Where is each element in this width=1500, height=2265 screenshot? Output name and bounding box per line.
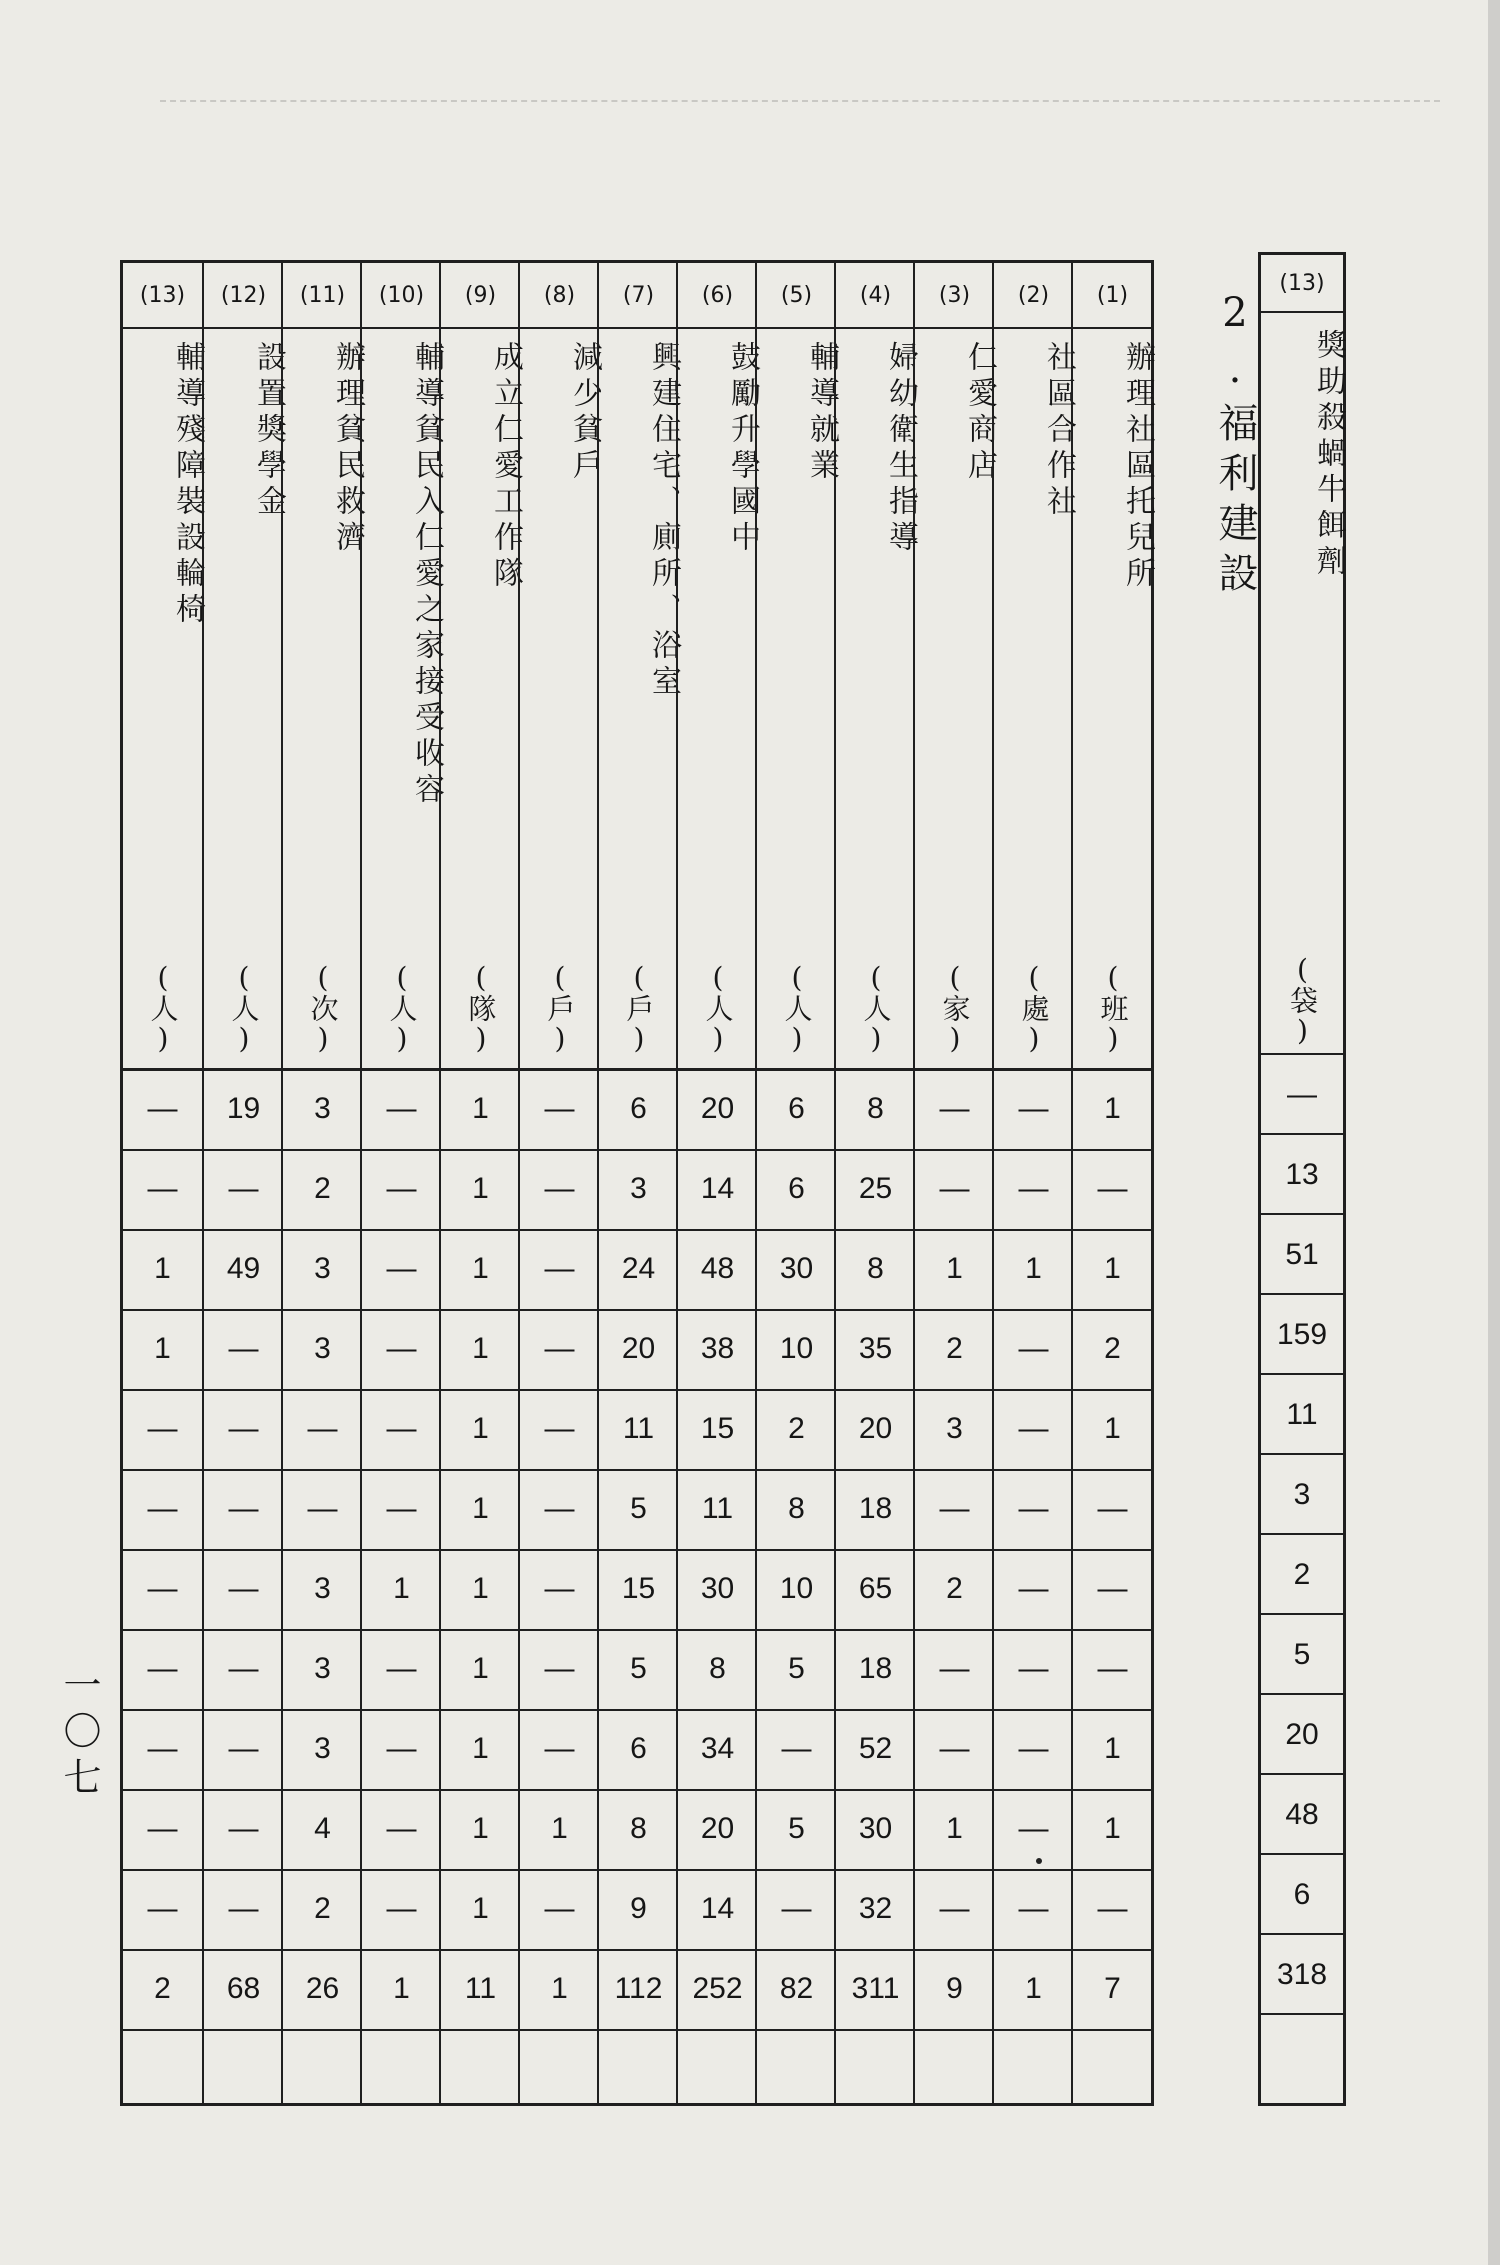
table-cell: 5	[630, 1492, 647, 1525]
table-cell: —	[386, 1412, 417, 1445]
table-cell: —	[939, 1652, 970, 1685]
table-cell: 2	[314, 1892, 331, 1925]
column-number: (9)	[441, 263, 520, 329]
column-unit: (人)	[146, 961, 180, 1055]
column-header: 獎助殺蝸牛餌劑	[1311, 329, 1346, 581]
table-cell: 52	[858, 1732, 893, 1765]
table-cell: 15	[621, 1572, 656, 1605]
table-cell: —	[386, 1092, 417, 1125]
total-cell: 82	[779, 1972, 814, 2005]
column-unit: (人)	[385, 961, 419, 1055]
table-cell: 20	[700, 1812, 735, 1845]
table-cell: 4	[314, 1812, 331, 1845]
column-unit: (戶)	[543, 961, 577, 1055]
table-cell: 3	[314, 1332, 331, 1365]
table-cell: —	[1018, 1812, 1049, 1845]
table-cell: 1	[1104, 1812, 1121, 1845]
table-cell: 5	[788, 1652, 805, 1685]
table-column	[1261, 255, 1346, 2103]
table-column	[518, 263, 602, 2103]
table-cell: 24	[621, 1252, 656, 1285]
table-cell: 3	[314, 1732, 331, 1765]
row-divider	[1261, 1853, 1343, 1855]
table-cell: 1	[393, 1572, 410, 1605]
table-cell: 8	[867, 1252, 884, 1285]
table-cell: 51	[1285, 1238, 1319, 1271]
table-column	[123, 263, 205, 2103]
table-cell: 8	[788, 1492, 805, 1525]
table-cell: —	[386, 1492, 417, 1525]
table-cell: —	[147, 1572, 178, 1605]
column-unit: (次)	[306, 961, 340, 1055]
faint-rule	[160, 100, 1440, 102]
table-cell: 30	[779, 1252, 814, 1285]
table-cell: 6	[630, 1092, 647, 1125]
table-cell: 1	[1025, 1252, 1042, 1285]
table-cell: —	[147, 1892, 178, 1925]
table-cell: 3	[314, 1092, 331, 1125]
table-cell: 34	[700, 1732, 735, 1765]
table-cell: 35	[858, 1332, 893, 1365]
table-cell: —	[228, 1732, 259, 1765]
table-cell: 6	[788, 1092, 805, 1125]
row-divider	[1261, 1213, 1343, 1215]
table-cell: —	[939, 1172, 970, 1205]
table-cell: 3	[630, 1172, 647, 1205]
column-number: (12)	[204, 263, 283, 329]
table-cell: 1	[472, 1492, 489, 1525]
table-cell: 2	[1104, 1332, 1121, 1365]
total-cell: 311	[851, 1972, 900, 2005]
table-cell: 3	[314, 1252, 331, 1285]
table-cell: 3	[1293, 1478, 1311, 1511]
table-cell: —	[1018, 1172, 1049, 1205]
table-cell: 9	[630, 1892, 647, 1925]
row-divider	[123, 1629, 1151, 1631]
table-cell: 20	[700, 1092, 735, 1125]
table-cell: 14	[700, 1892, 735, 1925]
table-cell: 30	[700, 1572, 735, 1605]
table-cell: 10	[779, 1572, 814, 1605]
table-cell: —	[939, 1092, 970, 1125]
table-cell: —	[386, 1892, 417, 1925]
table-cell: 15	[700, 1412, 735, 1445]
table-cell: —	[147, 1492, 178, 1525]
table-cell: 8	[867, 1092, 884, 1125]
table-column	[202, 263, 286, 2103]
table-cell: 1	[472, 1252, 489, 1285]
total-cell: 9	[946, 1972, 963, 2005]
table-cell: 18	[858, 1492, 893, 1525]
table-cell: 6	[1293, 1878, 1311, 1911]
column-header: 仁愛商店	[962, 341, 997, 485]
table-cell: —	[1018, 1892, 1049, 1925]
ink-dot	[1036, 1858, 1042, 1864]
table-cell: —	[544, 1332, 575, 1365]
column-number: (2)	[994, 263, 1073, 329]
table-cell: —	[1097, 1572, 1128, 1605]
table-cell: —	[544, 1892, 575, 1925]
total-cell: 1	[1025, 1972, 1042, 2005]
column-header: 成立仁愛工作隊	[488, 341, 523, 593]
table-column	[597, 263, 681, 2103]
table-cell: 3	[314, 1652, 331, 1685]
table-cell: 6	[630, 1732, 647, 1765]
table-cell: —	[939, 1892, 970, 1925]
table-cell: —	[386, 1652, 417, 1685]
table-cell: 20	[1285, 1718, 1319, 1751]
column-unit: (人)	[701, 961, 735, 1055]
table-cell: 1	[1104, 1412, 1121, 1445]
row-divider	[123, 1789, 1151, 1791]
total-cell: 68	[226, 1972, 261, 2005]
table-cell: 1	[472, 1172, 489, 1205]
row-divider	[1261, 1613, 1343, 1615]
table-cell: —	[307, 1492, 338, 1525]
table-cell: —	[147, 1732, 178, 1765]
table-cell: —	[1097, 1652, 1128, 1685]
column-number: (6)	[678, 263, 757, 329]
column-unit: (處)	[1017, 961, 1051, 1055]
table-cell: —	[1018, 1652, 1049, 1685]
table-cell: 159	[1276, 1318, 1328, 1351]
bait-subsidy-table	[1258, 252, 1346, 2106]
table-cell: —	[1287, 1078, 1317, 1111]
column-unit: (家)	[938, 961, 972, 1055]
section-title: 2.福利建設	[1212, 290, 1258, 602]
table-cell: 30	[858, 1812, 893, 1845]
table-cell: —	[1018, 1572, 1049, 1605]
table-column	[439, 263, 523, 2103]
table-cell: 49	[226, 1252, 261, 1285]
total-cell: 7	[1104, 1972, 1121, 2005]
row-divider	[123, 1709, 1151, 1711]
table-column	[281, 263, 365, 2103]
column-unit: (戶)	[622, 961, 656, 1055]
column-header: 辦理社區托兒所	[1120, 341, 1155, 593]
table-cell: —	[1097, 1892, 1128, 1925]
table-cell: —	[544, 1172, 575, 1205]
table-column	[676, 263, 760, 2103]
row-divider	[1261, 1293, 1343, 1295]
table-cell: —	[1097, 1492, 1128, 1525]
table-cell: —	[781, 1892, 812, 1925]
column-number: (13)	[123, 263, 202, 329]
table-cell: —	[1018, 1732, 1049, 1765]
page-edge-shadow	[1488, 0, 1500, 2265]
column-header: 輔導就業	[804, 341, 839, 485]
table-cell: —	[228, 1172, 259, 1205]
table-cell: —	[147, 1412, 178, 1445]
table-cell: 1	[551, 1812, 568, 1845]
table-cell: 1	[472, 1092, 489, 1125]
table-cell: —	[781, 1732, 812, 1765]
table-cell: 1	[472, 1652, 489, 1685]
column-unit: (人)	[227, 961, 261, 1055]
column-unit: (隊)	[464, 961, 498, 1055]
table-cell: 5	[1293, 1638, 1311, 1671]
column-header: 社區合作社	[1041, 341, 1076, 521]
row-divider	[123, 1469, 1151, 1471]
row-divider	[123, 1149, 1151, 1151]
row-divider	[1261, 1133, 1343, 1135]
table-cell: —	[544, 1572, 575, 1605]
table-cell: 2	[946, 1332, 963, 1365]
table-cell: 1	[946, 1812, 963, 1845]
row-divider	[123, 2029, 1151, 2031]
table-cell: 11	[701, 1492, 734, 1525]
table-cell: —	[1018, 1092, 1049, 1125]
column-header: 輔導殘障裝設輪椅	[170, 341, 205, 629]
total-cell: 318	[1276, 1958, 1328, 1991]
table-cell: 18	[858, 1652, 893, 1685]
column-number: (11)	[283, 263, 362, 329]
row-divider	[1261, 1053, 1343, 1055]
table-cell: 1	[472, 1892, 489, 1925]
table-column	[1071, 263, 1155, 2103]
table-cell: —	[386, 1332, 417, 1365]
table-cell: —	[228, 1572, 259, 1605]
table-cell: —	[544, 1412, 575, 1445]
table-cell: 11	[1286, 1398, 1318, 1431]
table-cell: 3	[314, 1572, 331, 1605]
column-number: (1)	[1073, 263, 1152, 329]
table-cell: 1	[1104, 1092, 1121, 1125]
column-header: 設置獎學金	[251, 341, 286, 521]
row-divider	[123, 1949, 1151, 1951]
column-number: (4)	[836, 263, 915, 329]
table-cell: 5	[788, 1812, 805, 1845]
column-number: (13)	[1261, 255, 1343, 313]
table-cell: 1	[472, 1332, 489, 1365]
table-cell: —	[1018, 1412, 1049, 1445]
row-divider	[1261, 1453, 1343, 1455]
column-header: 辦理貧民救濟	[330, 341, 365, 557]
table-column	[360, 263, 444, 2103]
table-cell: —	[386, 1252, 417, 1285]
table-column	[913, 263, 997, 2103]
table-cell: —	[147, 1812, 178, 1845]
column-header: 鼓勵升學國中	[725, 341, 760, 557]
column-number: (5)	[757, 263, 836, 329]
column-number: (3)	[915, 263, 994, 329]
row-divider	[1261, 1373, 1343, 1375]
column-unit: (人)	[859, 961, 893, 1055]
table-cell: 1	[472, 1572, 489, 1605]
table-cell: 20	[621, 1332, 656, 1365]
table-cell: 32	[858, 1892, 893, 1925]
total-cell: 1	[551, 1972, 568, 2005]
table-column	[834, 263, 918, 2103]
table-cell: 5	[630, 1652, 647, 1685]
column-header: 減少貧戶	[567, 341, 602, 485]
table-cell: —	[228, 1332, 259, 1365]
total-cell: 11	[464, 1972, 497, 2005]
row-divider	[1261, 1773, 1343, 1775]
table-cell: 1	[946, 1252, 963, 1285]
total-cell: 112	[614, 1972, 663, 2005]
table-cell: —	[544, 1252, 575, 1285]
table-cell: 10	[779, 1332, 814, 1365]
table-cell: 3	[946, 1412, 963, 1445]
column-header: 婦幼衛生指導	[883, 341, 918, 557]
table-column	[755, 263, 839, 2103]
table-cell: 1	[1104, 1732, 1121, 1765]
row-divider	[123, 1549, 1151, 1551]
row-divider	[123, 1069, 1151, 1071]
row-divider	[1261, 2013, 1343, 2015]
table-cell: 2	[1293, 1558, 1311, 1591]
table-cell: —	[1097, 1172, 1128, 1205]
table-cell: —	[939, 1732, 970, 1765]
column-header: 興建住宅、廁所、浴室	[646, 341, 681, 701]
column-number: (10)	[362, 263, 441, 329]
table-cell: 2	[946, 1572, 963, 1605]
table-cell: 20	[858, 1412, 893, 1445]
table-cell: 8	[630, 1812, 647, 1845]
table-cell: —	[228, 1892, 259, 1925]
column-number: (8)	[520, 263, 599, 329]
table-cell: —	[147, 1092, 178, 1125]
table-cell: 19	[226, 1092, 261, 1125]
table-cell: —	[386, 1732, 417, 1765]
table-cell: 65	[858, 1572, 893, 1605]
table-cell: 1	[154, 1252, 171, 1285]
table-cell: 48	[1285, 1798, 1319, 1831]
table-cell: —	[228, 1492, 259, 1525]
column-unit: (袋)	[1286, 953, 1319, 1047]
row-divider	[123, 1869, 1151, 1871]
row-divider	[1261, 1693, 1343, 1695]
table-cell: —	[386, 1172, 417, 1205]
table-cell: 14	[700, 1172, 735, 1205]
table-cell: —	[544, 1092, 575, 1125]
page-number: 一〇七	[57, 1665, 101, 1803]
table-cell: 1	[154, 1332, 171, 1365]
table-cell: 48	[700, 1252, 735, 1285]
table-cell: 11	[622, 1412, 655, 1445]
column-unit: (班)	[1096, 961, 1130, 1055]
table-cell: —	[544, 1732, 575, 1765]
table-cell: —	[228, 1412, 259, 1445]
total-cell: 26	[305, 1972, 340, 2005]
table-cell: —	[147, 1172, 178, 1205]
column-unit: (人)	[780, 961, 814, 1055]
table-cell: —	[544, 1652, 575, 1685]
total-cell: 2	[154, 1972, 171, 2005]
table-cell: —	[147, 1652, 178, 1685]
total-cell: 1	[393, 1972, 410, 2005]
total-cell: 252	[692, 1972, 743, 2005]
table-cell: 1	[472, 1732, 489, 1765]
table-cell: 38	[700, 1332, 735, 1365]
table-cell: 13	[1285, 1158, 1319, 1191]
table-cell: 8	[709, 1652, 726, 1685]
table-cell: 1	[1104, 1252, 1121, 1285]
row-divider	[1261, 1533, 1343, 1535]
table-cell: —	[228, 1812, 259, 1845]
table-cell: 1	[472, 1812, 489, 1845]
column-number: (7)	[599, 263, 678, 329]
table-cell: —	[939, 1492, 970, 1525]
row-divider	[123, 1389, 1151, 1391]
row-divider	[123, 1229, 1151, 1231]
table-cell: —	[1018, 1332, 1049, 1365]
table-cell: —	[1018, 1492, 1049, 1525]
table-cell: 1	[472, 1412, 489, 1445]
table-cell: —	[386, 1812, 417, 1845]
table-cell: 2	[788, 1412, 805, 1445]
table-cell: 25	[858, 1172, 893, 1205]
welfare-statistics-table	[120, 260, 1154, 2106]
row-divider	[1261, 1933, 1343, 1935]
column-header: 輔導貧民入仁愛之家接受收容	[409, 341, 444, 809]
table-cell: —	[307, 1412, 338, 1445]
table-cell: —	[228, 1652, 259, 1685]
table-cell: 6	[788, 1172, 805, 1205]
table-column	[992, 263, 1076, 2103]
table-cell: 2	[314, 1172, 331, 1205]
row-divider	[123, 1309, 1151, 1311]
table-cell: —	[544, 1492, 575, 1525]
